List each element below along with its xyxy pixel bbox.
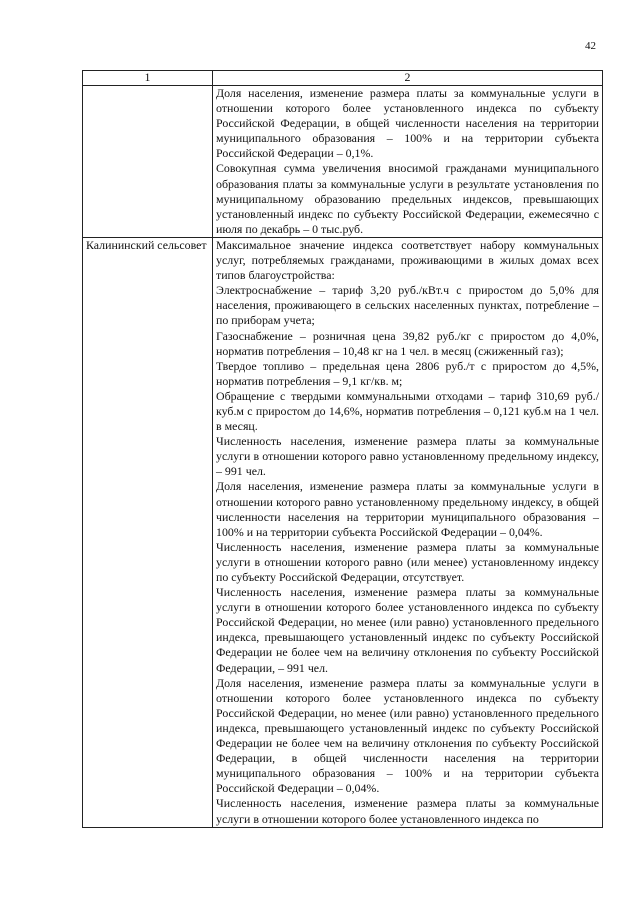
column-header-2: 2: [213, 71, 603, 86]
row-description: [213, 237, 603, 827]
paragraph: Электроснабжение – тариф 3,20 руб./кВт.ч с приростом до 5,0% для населения, проживающего в сельских населенных пунктах, потребление – по приборам учета;: [216, 283, 599, 328]
document-table: [82, 70, 603, 828]
paragraph: Газоснабжение – розничная цена 39,82 руб./кг с приростом до 4,0%, норматив потребления – 10,48 кг на 1 чел. в месяц (сжиженный газ);: [216, 328, 599, 358]
paragraph: Совокупная сумма увеличения вносимой гражданами муниципального образования платы за коммунальные услуги в результате установления по муниципальному образованию предельных индексов, превышающих установленный индекс по субъекту Российской Федерации, ежемесячно с июля по декабрь – 0 тыс.руб.: [216, 161, 599, 236]
paragraph: Доля населения, изменение размера платы за коммунальные услуги в отношении которого более установленного индекса по субъекту Российской Федерации, в общей численности населения на территории муниципального образования – 100% и на территории субъекта Российской Федерации – 0,1%.: [216, 86, 599, 161]
paragraph: Численность населения, изменение размера платы за коммунальные услуги в отношении которого равно установленному предельному индексу, – 991 чел.: [216, 434, 599, 479]
paragraph: Численность населения, изменение размера платы за коммунальные услуги в отношении которого равно (или менее) установленному индексу по субъекту Российской Федерации, отсутствует.: [216, 539, 599, 584]
paragraph: Доля населения, изменение размера платы за коммунальные услуги в отношении которого более установленного индекса по субъекту Российской Федерации, но менее (или равно) установленного предельного индекса, превышающего установленный индекс по субъекту Российской Федерации не более чем на величину отклонения по субъекту Российской Федерации, в общей численности населения на территории муниципального образования – 100% и на территории субъекта Российской Федерации – 0,04%.: [216, 675, 599, 796]
row-municipality-name-empty: [83, 86, 213, 238]
table-row: [83, 237, 603, 827]
page-number: 42: [585, 40, 596, 52]
paragraph: Численность населения, изменение размера платы за коммунальные услуги в отношении которого более установленного индекса по: [216, 796, 599, 826]
table-row: [83, 86, 603, 238]
paragraph: Твердое топливо – предельная цена 2806 руб./т с приростом до 4,5%, норматив потребления – 9,1 кг/кв. м;: [216, 358, 599, 388]
paragraph: Численность населения, изменение размера платы за коммунальные услуги в отношении которого более установленного индекса по субъекту Российской Федерации, но менее (или равно) установленного предельного индекса, превышающего установленный индекс по субъекту Российской Федерации не более чем на величину отклонения по субъекту Российской Федерации, – 991 чел.: [216, 585, 599, 675]
row-municipality-name: Калининский сельсовет: [83, 237, 213, 827]
paragraph: Максимальное значение индекса соответствует набору коммунальных услуг, потребляемых гражданами, проживающими в жилых домах всех типов благоустройства:: [216, 237, 599, 283]
paragraph: Обращение с твердыми коммунальными отходами – тариф 310,69 руб./куб.м с приростом до 14,6%, норматив потребления – 0,121 куб.м на 1 чел. в месяц.: [216, 388, 599, 434]
paragraph: Доля населения, изменение размера платы за коммунальные услуги в отношении которого равно установленному предельному индексу, в общей численности населения на территории муниципального образования – 100% и на территории субъекта Российской Федерации – 0,04%.: [216, 479, 599, 539]
table-header-row: [83, 71, 603, 86]
row-description: [213, 86, 603, 238]
column-header-1: 1: [83, 71, 213, 86]
